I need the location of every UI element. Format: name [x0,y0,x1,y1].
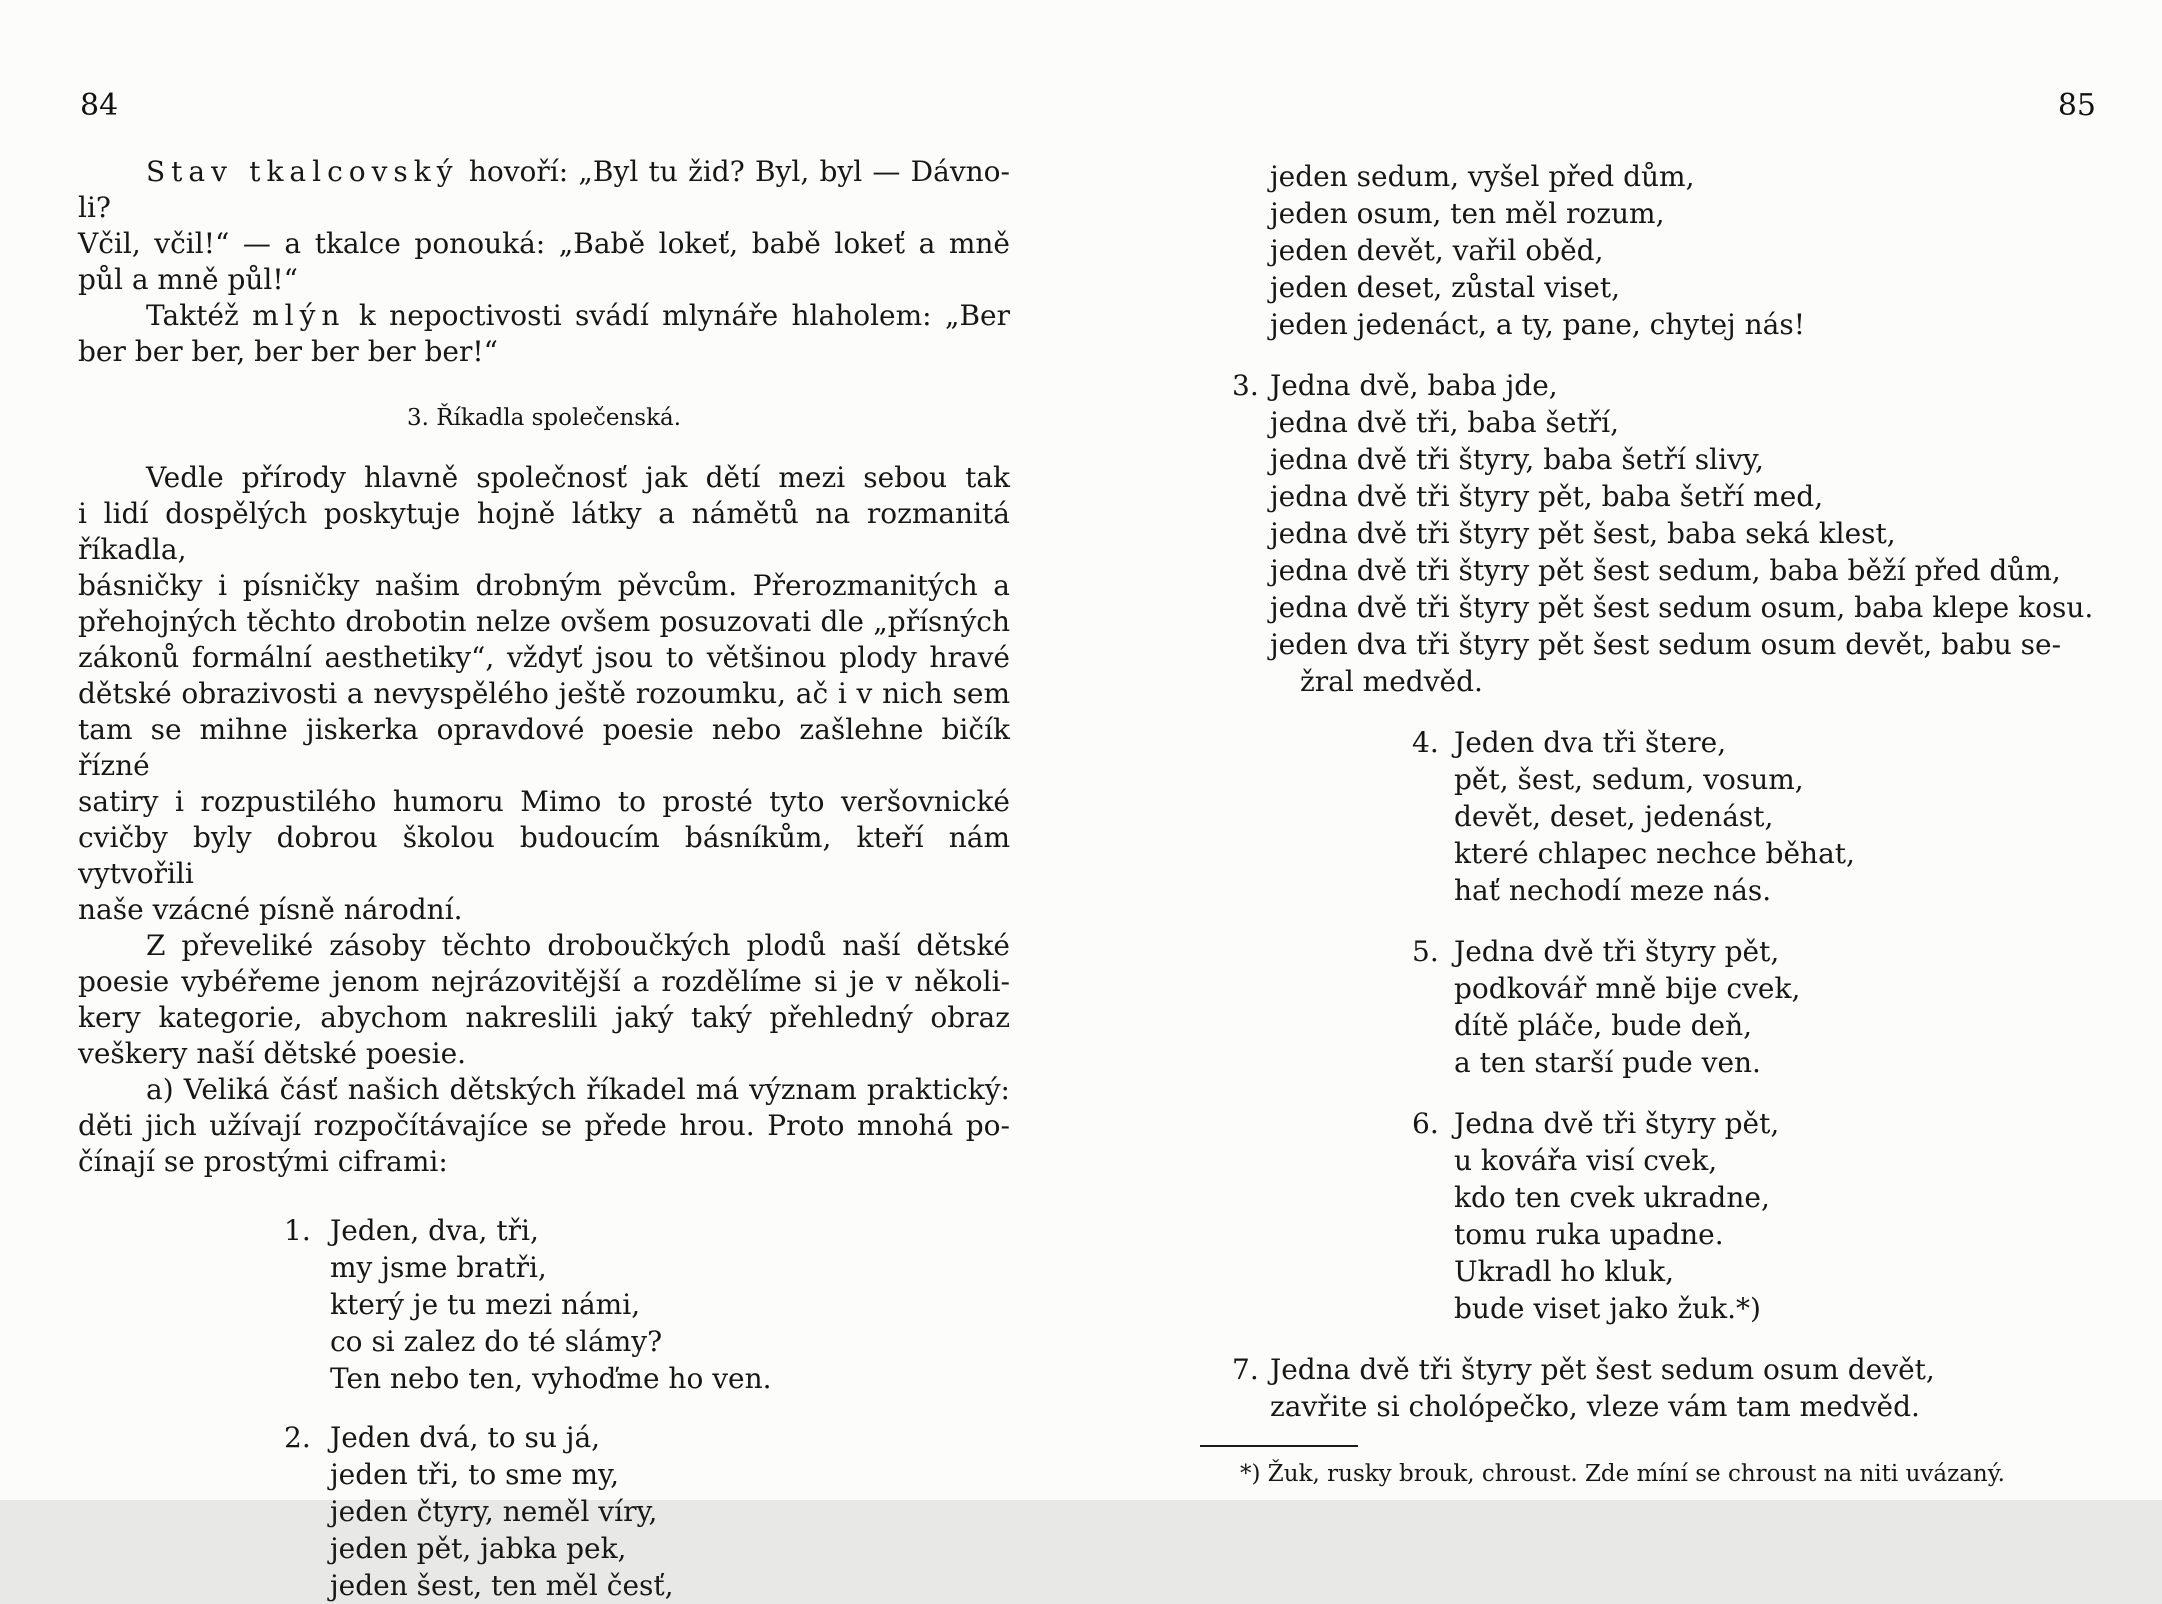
verse-line: u kovářa visí cvek, [1454,1144,1718,1177]
text-line: Včil, včil!“ — a tkalce ponouká: „Babě lokeť, babě lokeť a mně [78,227,1010,260]
verse-line: co si zalez do té slámy? [330,1325,663,1358]
verse-line: které chlapec nechce běhat, [1454,837,1855,870]
verse-line: jeden dva tři štyry pět šest sedum osum devět, babu se- [1270,628,2062,661]
verse-2 [284,1419,1010,1604]
verse-7 [1232,1351,2098,1425]
page-number-right: 85 [2057,88,2096,123]
paragraph-mill [78,298,1010,370]
text-line: a) Veliká čásť našich dětských říkadel má význam praktický: [146,1073,1010,1106]
left-text-column [78,88,1010,1604]
verse-6 [1412,1105,2098,1327]
text-line: půl a mně půl!“ [78,263,298,296]
verse-number: 7. [1232,1353,1259,1386]
verse-line: Ten nebo ten, vyhoďme ho ven. [330,1362,772,1395]
verse-number: 3. [1232,369,1259,402]
text-line: veškery naší dětské poesie. [78,1037,467,1070]
verse-line: jeden čtyry, neměl víry, [330,1495,658,1528]
verse-line: Jeden, dva, tři, [330,1214,539,1247]
verse-line: jedna dvě tři štyry pět, baba šetří med, [1270,480,1824,513]
verse-line: jedna dvě tři, baba šetří, [1270,406,1619,439]
text-line: tam se mihne jiskerka opravdové poesie nebo zašlehne bičík řízné [78,713,1010,782]
text-line: přehojných těchto drobotin nelze ovšem posuzovati dle „přísných [78,605,1010,638]
text-line: cvičby byly dobrou školou budoucím básníkům, kteří nám vytvořili [78,821,1010,890]
verse-line: jeden sedum, vyšel před dům, [1270,160,1695,193]
text-line: Z převeliké zásoby těchto droboučkých plodů naší dětské [146,929,1010,962]
text-line [78,298,1010,334]
page-left [78,88,1010,1604]
verse-line: my jsme bratři, [330,1251,547,1284]
text-line: Taktéž [146,299,253,332]
verse-line: jeden pět, jabka pek, [330,1532,627,1565]
text-line: Vedle přírody hlavně společnosť jak dětí mezi sebou tak [146,461,1010,494]
text-line: básničky i písničky našim drobným pěvcům. Přerozmanitých a [78,569,1010,602]
footnote: *) Žuk, rusky brouk, chroust. Zde míní se chroust na niti uvázaný. [1240,1461,2005,1487]
verse-line: tomu ruka upadne. [1454,1218,1724,1251]
text-line: satiry i rozpustilého humoru Mimo to prosté tyto veršovnické [78,785,1010,818]
verse-line: jeden šest, ten měl česť, [330,1569,674,1602]
verse-line: Jedna dvě, baba jde, [1270,369,1558,402]
text-line: i lidí dospělých poskytuje hojně látky a námětů na rozmanitá říkadla, [78,497,1010,566]
verse-line: pět, šest, sedum, vosum, [1454,763,1804,796]
verse-number: 4. [1412,726,1439,759]
page-number-left: 84 [80,88,119,123]
verse-line: dítě pláče, bude deň, [1454,1009,1753,1042]
verse-line: Ukradl ho kluk, [1454,1255,1675,1288]
verse-line: kdo ten cvek ukradne, [1454,1181,1770,1214]
paragraph-weaver [78,154,1010,298]
verse-2-continued [1270,158,2098,343]
verse-5 [1412,933,2098,1081]
footnote-rule [1200,1445,1358,1447]
verse-line: podkovář mně bije cvek, [1454,972,1801,1005]
spaced-phrase: Stav tkalcovský [146,155,459,188]
text-line: kery kategorie, abychom nakreslili jaký taký přehledný obraz [78,1001,1010,1034]
text-line: ber ber ber, ber ber ber ber!“ [78,335,498,368]
text-line: zákonů formální aesthetiky“, vždyť jsou to většinou plody hravé [78,641,1010,674]
paragraph-intro [78,460,1010,928]
page-right [1232,88,2098,1489]
verse-line: a ten starší pude ven. [1454,1046,1761,1079]
verse-line: Jedna dvě tři štyry pět, [1454,1107,1780,1140]
text-line: dětské obrazivosti a nevyspělého ještě rozoumku, ač i v nich sem [78,677,1010,710]
verse-number: 6. [1412,1107,1439,1140]
verse-line: jeden osum, ten měl rozum, [1270,197,1665,230]
verse-line: Jeden dvá, to su já, [330,1421,601,1454]
text-line: čínají se prostými ciframi: [78,1145,448,1178]
text-line: hovoří: „Byl tu žid? Byl, byl — Dávno-li? [78,155,1010,224]
verse-line: Jedna dvě tři štyry pět, [1454,935,1780,968]
verse-line: zavřite si cholópečko, vleze vám tam medvěd. [1270,1390,1920,1423]
text-line: děti jich užívají rozpočítávajíce se přede hrou. Proto mnohá po- [78,1109,1010,1142]
verse-4 [1412,724,2098,909]
text-line: poesie vybéřeme jenom nejrázovitější a rozdělíme si je v několi- [78,965,1010,998]
text-line: naše vzácné písně národní. [78,893,463,926]
verse-line: hať nechodí meze nás. [1454,874,1772,907]
verse-number: 5. [1412,935,1439,968]
verse-line: jeden deset, zůstal viset, [1270,271,1620,304]
paragraph-selection [78,928,1010,1072]
verse-line: žral medvěd. [1300,665,1483,698]
verse-line: jedna dvě tři štyry pět šest sedum, baba běží před dům, [1270,554,2061,587]
verse-line: jeden tři, to sme my, [330,1458,620,1491]
verse-line: bude viset jako žuk.*) [1454,1292,1761,1325]
verse-line: devět, deset, jedenást, [1454,800,1774,833]
verse-line: jedna dvě tři štyry, baba šetří slivy, [1270,443,1764,476]
verse-line: Jedna dvě tři štyry pět šest sedum osum devět, [1270,1353,1935,1386]
text-line [78,154,1010,226]
verse-line: jeden jedenáct, a ty, pane, chytej nás! [1270,308,1805,341]
verse-1 [284,1212,1010,1397]
section-heading: 3. Říkadla společenská. [406,405,682,431]
verse-line: jeden devět, vařil oběd, [1270,234,1604,267]
right-text-column [1232,88,2098,1489]
verse-number: 1. [284,1214,311,1247]
verse-line: jedna dvě tři štyry pět šest, baba seká klest, [1270,517,1896,550]
verse-line: Jeden dva tři štere, [1454,726,1727,759]
text-line: k nepoctivosti svádí mlynáře hlaholem: „Ber [345,299,1011,332]
verse-line: který je tu mezi námi, [330,1288,641,1321]
verse-3 [1232,367,2098,700]
verse-line: jedna dvě tři štyry pět šest sedum osum, baba klepe kosu. [1270,591,2094,624]
paragraph-practical [78,1072,1010,1180]
spaced-phrase: mlýn [252,299,346,332]
verse-number: 2. [284,1421,311,1454]
